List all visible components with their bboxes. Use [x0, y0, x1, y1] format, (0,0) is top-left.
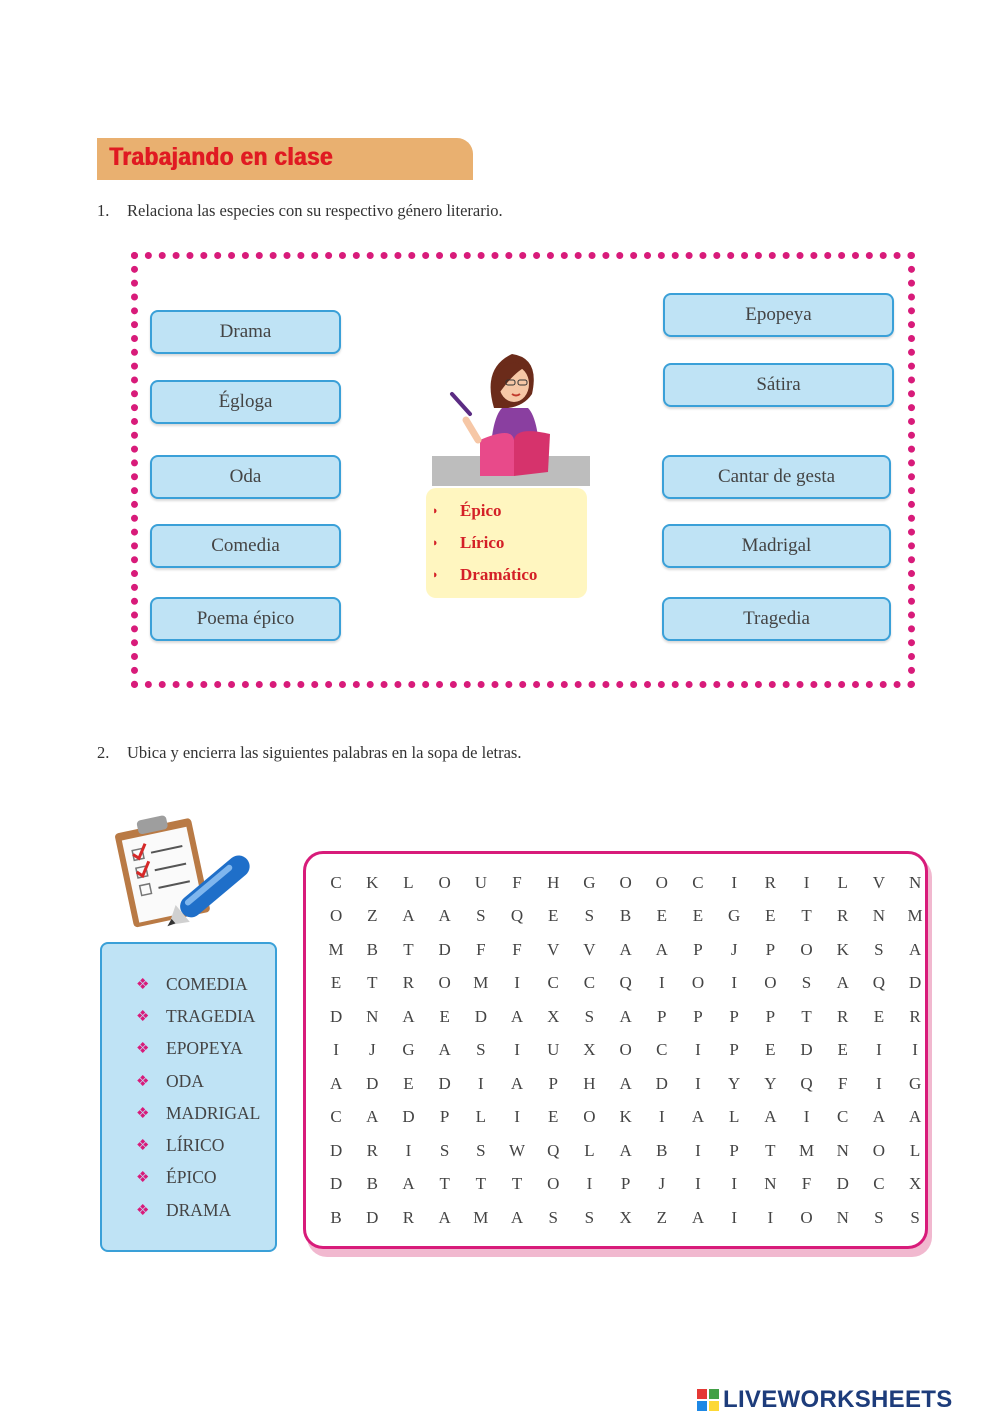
grid-cell[interactable]: I	[876, 1040, 882, 1060]
grid-cell[interactable]: D	[402, 1107, 415, 1127]
grid-cell[interactable]: Y	[728, 1073, 741, 1093]
exercise-2-instruction	[97, 743, 521, 763]
grid-cell[interactable]: D	[329, 1006, 343, 1026]
grid-row	[318, 1067, 933, 1101]
grid-cell[interactable]: T	[403, 939, 414, 959]
grid-cell[interactable]: O	[329, 906, 343, 926]
word-label: ODA	[166, 1071, 204, 1091]
grid-cell[interactable]: F	[512, 939, 522, 959]
grid-cell[interactable]: I	[731, 1207, 737, 1227]
grid-cell[interactable]: I	[514, 1107, 520, 1127]
bullet-icon: ◗	[432, 569, 439, 581]
grid-cell[interactable]: Q	[619, 973, 632, 993]
grid-cell[interactable]: V	[872, 872, 886, 892]
grid-cell[interactable]: Z	[367, 906, 378, 926]
exercise-2-text: Ubica y encierra las siguientes palabras en la sopa de letras.	[127, 743, 522, 762]
grid-cell[interactable]: W	[509, 1140, 526, 1160]
word-label: TRAGEDIA	[166, 1006, 256, 1026]
grid-cell[interactable]: I	[912, 1040, 918, 1060]
grid-cell[interactable]: P	[729, 1006, 739, 1026]
grid-cell[interactable]: B	[330, 1207, 342, 1227]
grid-cell[interactable]: C	[583, 973, 596, 993]
grid-cell[interactable]: I	[658, 1107, 665, 1127]
left-item-poema-epico[interactable]: Poema épico	[150, 597, 341, 641]
grid-cell[interactable]: D	[474, 1006, 487, 1026]
grid-cell[interactable]: P	[693, 939, 703, 959]
genre-item	[432, 501, 502, 521]
grid-cell[interactable]: A	[619, 939, 632, 959]
grid-cell[interactable]: E	[403, 1073, 414, 1093]
grid-cell[interactable]: F	[801, 1174, 812, 1194]
word-item	[136, 1167, 217, 1188]
bullet-icon: ◗	[432, 537, 439, 549]
grid-cell[interactable]: D	[655, 1073, 668, 1093]
grid-cell[interactable]: D	[366, 1073, 379, 1093]
grid-cell[interactable]: R	[909, 1006, 921, 1026]
grid-cell[interactable]: A	[366, 1107, 379, 1127]
grid-cell[interactable]: F	[512, 872, 522, 892]
grid-cell[interactable]: V	[547, 939, 560, 959]
grid-cell[interactable]: M	[798, 1140, 815, 1160]
grid-cell[interactable]: I	[767, 1207, 774, 1227]
left-item-oda[interactable]: Oda	[150, 455, 341, 499]
word-item	[136, 1103, 260, 1124]
grid-cell[interactable]: K	[619, 1107, 632, 1127]
grid-cell[interactable]: D	[329, 1174, 343, 1194]
grid-row	[318, 900, 933, 934]
grid-cell[interactable]: S	[874, 939, 884, 959]
grid-cell[interactable]: C	[873, 1174, 885, 1194]
grid-cell[interactable]: D	[908, 973, 922, 993]
grid-cell[interactable]: F	[476, 939, 486, 959]
grid-cell[interactable]: A	[402, 1174, 415, 1194]
grid-cell[interactable]: L	[475, 1107, 487, 1127]
grid-cell[interactable]: T	[801, 1006, 812, 1026]
grid-row	[318, 1101, 933, 1135]
diamond-bullet-icon: ❖	[136, 1138, 150, 1154]
grid-cell[interactable]: R	[402, 1207, 415, 1227]
grid-cell[interactable]: A	[510, 1073, 524, 1093]
grid-cell[interactable]: L	[728, 1107, 740, 1127]
clipboard-pen-icon	[110, 805, 260, 930]
left-item-drama[interactable]: Drama	[150, 310, 341, 354]
grid-cell[interactable]: E	[330, 973, 342, 993]
grid-row	[318, 1201, 933, 1235]
grid-cell[interactable]: P	[729, 1040, 739, 1060]
grid-cell[interactable]: A	[402, 1006, 415, 1026]
right-item-satira[interactable]: Sátira	[663, 363, 894, 407]
grid-cell[interactable]: L	[837, 872, 848, 892]
grid-cell[interactable]: J	[368, 1040, 376, 1060]
grid-cell[interactable]: A	[438, 1040, 451, 1060]
grid-cell[interactable]: O	[655, 872, 668, 892]
exercise-2-number: 2.	[97, 743, 110, 762]
grid-cell[interactable]: N	[836, 1140, 849, 1160]
diamond-bullet-icon: ❖	[136, 1203, 150, 1219]
grid-cell[interactable]: T	[475, 1174, 487, 1194]
grid-cell[interactable]: M	[328, 939, 344, 959]
grid-cell[interactable]: I	[731, 1174, 737, 1194]
grid-cell[interactable]: I	[514, 1040, 520, 1060]
grid-cell[interactable]: N	[836, 1207, 849, 1227]
grid-cell[interactable]: O	[619, 1040, 632, 1060]
word-label: LÍRICO	[166, 1135, 225, 1155]
grid-cell[interactable]: G	[728, 906, 741, 926]
grid-cell[interactable]: G	[908, 1073, 922, 1093]
word-label: EPOPEYA	[166, 1038, 243, 1058]
grid-cell[interactable]: R	[837, 1006, 849, 1026]
grid-cell[interactable]: A	[402, 906, 415, 926]
right-item-madrigal[interactable]: Madrigal	[662, 524, 891, 568]
grid-cell[interactable]: P	[765, 1006, 776, 1026]
grid-cell[interactable]: J	[730, 939, 738, 959]
grid-cell[interactable]: T	[765, 1140, 776, 1160]
grid-cell[interactable]: U	[474, 872, 487, 892]
grid-cell[interactable]: D	[836, 1174, 849, 1194]
grid-row	[318, 933, 933, 967]
grid-cell[interactable]: E	[692, 906, 704, 926]
grid-cell[interactable]: S	[476, 1140, 486, 1160]
diamond-bullet-icon: ❖	[136, 1009, 150, 1025]
grid-cell[interactable]: R	[402, 973, 415, 993]
grid-cell[interactable]: A	[619, 1073, 632, 1093]
grid-cell[interactable]: T	[367, 973, 378, 993]
grid-cell[interactable]: S	[548, 1207, 558, 1227]
grid-cell[interactable]: O	[800, 939, 813, 959]
grid-cell[interactable]: X	[908, 1174, 922, 1194]
brand-footer	[697, 1386, 953, 1414]
grid-cell[interactable]: M	[473, 1207, 489, 1227]
genre-item	[432, 565, 537, 585]
grid-cell[interactable]: O	[438, 872, 451, 892]
grid-cell[interactable]: N	[908, 872, 922, 892]
grid-cell[interactable]: X	[583, 1040, 596, 1060]
grid-cell[interactable]: X	[619, 1207, 632, 1227]
word-list-box	[100, 942, 277, 1252]
grid-cell[interactable]: N	[764, 1174, 777, 1194]
grid-cell[interactable]: C	[837, 1107, 849, 1127]
grid-cell[interactable]: E	[548, 1107, 559, 1127]
grid-cell[interactable]: L	[584, 1140, 595, 1160]
grid-cell[interactable]: I	[658, 973, 665, 993]
grid-cell[interactable]: X	[547, 1006, 560, 1026]
grid-cell[interactable]: B	[366, 1174, 378, 1194]
grid-cell[interactable]: S	[584, 1207, 595, 1227]
grid-cell[interactable]: T	[801, 906, 812, 926]
grid-cell[interactable]: L	[909, 1140, 921, 1160]
grid-cell[interactable]: P	[657, 1006, 667, 1026]
grid-cell[interactable]: C	[330, 1107, 342, 1127]
grid-cell[interactable]: E	[765, 1040, 776, 1060]
grid-cell[interactable]: A	[510, 1207, 524, 1227]
grid-cell[interactable]: P	[729, 1140, 739, 1160]
word-item	[136, 1006, 255, 1027]
word-item	[136, 1071, 204, 1092]
liveworksheets-logo-icon	[697, 1389, 719, 1411]
grid-cell[interactable]: A	[872, 1107, 886, 1127]
grid-cell[interactable]: Y	[764, 1073, 777, 1093]
grid-cell[interactable]: A	[908, 1107, 922, 1127]
grid-cell[interactable]: D	[438, 1073, 451, 1093]
grid-cell[interactable]: S	[476, 1040, 486, 1060]
exercise-1-text: Relaciona las especies con su respectivo género literario.	[127, 201, 503, 220]
grid-cell[interactable]: C	[547, 973, 559, 993]
grid-cell[interactable]: O	[800, 1207, 813, 1227]
grid-cell[interactable]: A	[510, 1006, 524, 1026]
diamond-bullet-icon: ❖	[136, 1106, 150, 1122]
grid-cell[interactable]: I	[731, 973, 737, 993]
grid-cell[interactable]: C	[692, 872, 704, 892]
grid-cell[interactable]: A	[836, 973, 849, 993]
grid-cell[interactable]: I	[586, 1174, 593, 1194]
left-item-comedia[interactable]: Comedia	[150, 524, 341, 568]
grid-cell[interactable]: S	[910, 1207, 920, 1227]
grid-cell[interactable]: I	[695, 1040, 701, 1060]
grid-cell[interactable]: S	[476, 906, 486, 926]
grid-cell[interactable]: C	[330, 872, 342, 892]
grid-cell[interactable]: B	[619, 906, 632, 926]
word-item	[136, 1135, 224, 1156]
grid-cell[interactable]: A	[764, 1107, 777, 1127]
grid-cell[interactable]: O	[691, 973, 705, 993]
section-title: Trabajando en clase	[109, 143, 333, 171]
bullet-icon: ◗	[432, 505, 439, 517]
grid-cell[interactable]: A	[691, 1107, 705, 1127]
grid-cell[interactable]: P	[548, 1073, 558, 1093]
grid-cell[interactable]: E	[548, 906, 559, 926]
grid-cell[interactable]: I	[731, 872, 737, 892]
grid-cell[interactable]: R	[764, 872, 777, 892]
grid-cell[interactable]: D	[329, 1140, 343, 1160]
grid-cell[interactable]: A	[908, 939, 922, 959]
grid-cell[interactable]: I	[695, 1140, 701, 1160]
grid-cell[interactable]: M	[473, 973, 489, 993]
grid-cell[interactable]: C	[656, 1040, 668, 1060]
grid-cell[interactable]: I	[803, 1107, 810, 1127]
grid-cell[interactable]: A	[691, 1207, 705, 1227]
grid-cell[interactable]: P	[693, 1006, 703, 1026]
right-item-tragedia[interactable]: Tragedia	[662, 597, 891, 641]
grid-cell[interactable]: I	[333, 1040, 339, 1060]
grid-cell[interactable]: I	[695, 1073, 701, 1093]
grid-cell[interactable]: E	[837, 1040, 848, 1060]
grid-cell[interactable]: S	[874, 1207, 884, 1227]
grid-cell[interactable]: O	[619, 872, 632, 892]
grid-cell[interactable]: P	[620, 1174, 631, 1194]
grid-cell[interactable]: G	[402, 1040, 415, 1060]
grid-cell[interactable]: R	[366, 1140, 378, 1160]
grid-cell[interactable]: Q	[547, 1140, 560, 1160]
grid-row	[318, 1134, 933, 1168]
word-item	[136, 1038, 243, 1059]
grid-cell[interactable]: A	[438, 906, 451, 926]
grid-cell[interactable]: U	[547, 1040, 560, 1060]
grid-cell[interactable]: F	[837, 1073, 848, 1093]
grid-cell[interactable]: D	[366, 1207, 379, 1227]
diamond-bullet-icon: ❖	[136, 1041, 150, 1057]
grid-cell[interactable]: B	[366, 939, 378, 959]
grid-cell[interactable]: M	[907, 906, 923, 926]
grid-cell[interactable]: S	[801, 973, 812, 993]
genre-label: Lírico	[460, 533, 505, 552]
word-label: DRAMA	[166, 1200, 232, 1220]
grid-cell[interactable]: H	[583, 1073, 596, 1093]
word-label: ÉPICO	[166, 1167, 217, 1187]
left-item-egloga[interactable]: Égloga	[150, 380, 341, 424]
grid-cell[interactable]: S	[439, 1140, 450, 1160]
grid-cell[interactable]: A	[619, 1140, 632, 1160]
grid-cell[interactable]: A	[655, 939, 668, 959]
grid-cell[interactable]: S	[584, 1006, 595, 1026]
grid-cell[interactable]: Q	[872, 973, 886, 993]
grid-cell[interactable]: A	[619, 1006, 632, 1026]
grid-cell[interactable]: D	[800, 1040, 813, 1060]
grid-cell[interactable]: I	[803, 872, 810, 892]
grid-cell[interactable]: Z	[656, 1207, 667, 1227]
grid-cell[interactable]: O	[583, 1107, 596, 1127]
teacher-reading-illustration	[432, 348, 590, 490]
grid-cell[interactable]: A	[438, 1207, 451, 1227]
grid-cell[interactable]: S	[584, 906, 595, 926]
grid-row	[318, 1034, 933, 1068]
grid-cell[interactable]: G	[583, 872, 596, 892]
grid-cell[interactable]: H	[547, 872, 560, 892]
section-header	[97, 138, 473, 180]
word-label: MADRIGAL	[166, 1103, 261, 1123]
grid-cell[interactable]: I	[514, 973, 520, 993]
genre-label: Épico	[460, 501, 502, 520]
grid-cell[interactable]: D	[438, 939, 451, 959]
grid-cell[interactable]: B	[656, 1140, 668, 1160]
grid-cell[interactable]: N	[366, 1006, 379, 1026]
word-item	[136, 1200, 231, 1221]
diamond-bullet-icon: ❖	[136, 977, 150, 993]
grid-row	[318, 866, 933, 900]
grid-cell[interactable]: I	[876, 1073, 882, 1093]
brand-name: LIVEWORKSHEETS	[723, 1386, 953, 1413]
genre-item	[432, 533, 504, 553]
grid-cell[interactable]: J	[658, 1174, 666, 1194]
diamond-bullet-icon: ❖	[136, 1170, 150, 1186]
grid-cell[interactable]: O	[547, 1174, 560, 1194]
grid-row	[318, 1168, 933, 1202]
grid-row	[318, 967, 933, 1001]
grid-cell[interactable]: E	[765, 906, 776, 926]
grid-cell[interactable]: V	[583, 939, 596, 959]
exercise-1-number: 1.	[97, 201, 110, 220]
grid-cell[interactable]: O	[438, 973, 451, 993]
grid-cell[interactable]: R	[837, 906, 849, 926]
grid-row	[318, 1000, 933, 1034]
grid-cell[interactable]: T	[511, 1174, 523, 1194]
grid-cell[interactable]: L	[403, 872, 414, 892]
grid-cell[interactable]: K	[366, 872, 379, 892]
grid-cell[interactable]: I	[695, 1174, 701, 1194]
grid-cell[interactable]: E	[656, 906, 667, 926]
right-item-epopeya[interactable]: Epopeya	[663, 293, 894, 337]
grid-cell[interactable]: A	[329, 1073, 343, 1093]
grid-cell[interactable]: O	[872, 1140, 886, 1160]
grid-cell[interactable]: N	[872, 906, 886, 926]
word-label: COMEDIA	[166, 974, 248, 994]
grid-cell[interactable]: Q	[800, 1073, 813, 1093]
word-item	[136, 974, 248, 995]
word-search-grid	[318, 866, 933, 1235]
grid-cell[interactable]: I	[405, 1140, 412, 1160]
grid-cell[interactable]: E	[873, 1006, 885, 1026]
grid-cell[interactable]: K	[836, 939, 849, 959]
grid-cell[interactable]: O	[764, 973, 777, 993]
exercise-1-instruction	[97, 201, 503, 221]
diamond-bullet-icon: ❖	[136, 1074, 150, 1090]
grid-cell[interactable]: T	[439, 1174, 450, 1194]
grid-cell[interactable]: P	[439, 1107, 450, 1127]
genre-label: Dramático	[460, 565, 538, 584]
right-item-cantar-de-gesta[interactable]: Cantar de gesta	[662, 455, 891, 499]
genres-box	[426, 488, 587, 598]
grid-cell[interactable]: P	[765, 939, 776, 959]
grid-cell[interactable]: E	[439, 1006, 450, 1026]
grid-cell[interactable]: I	[478, 1073, 484, 1093]
grid-cell[interactable]: Q	[510, 906, 524, 926]
